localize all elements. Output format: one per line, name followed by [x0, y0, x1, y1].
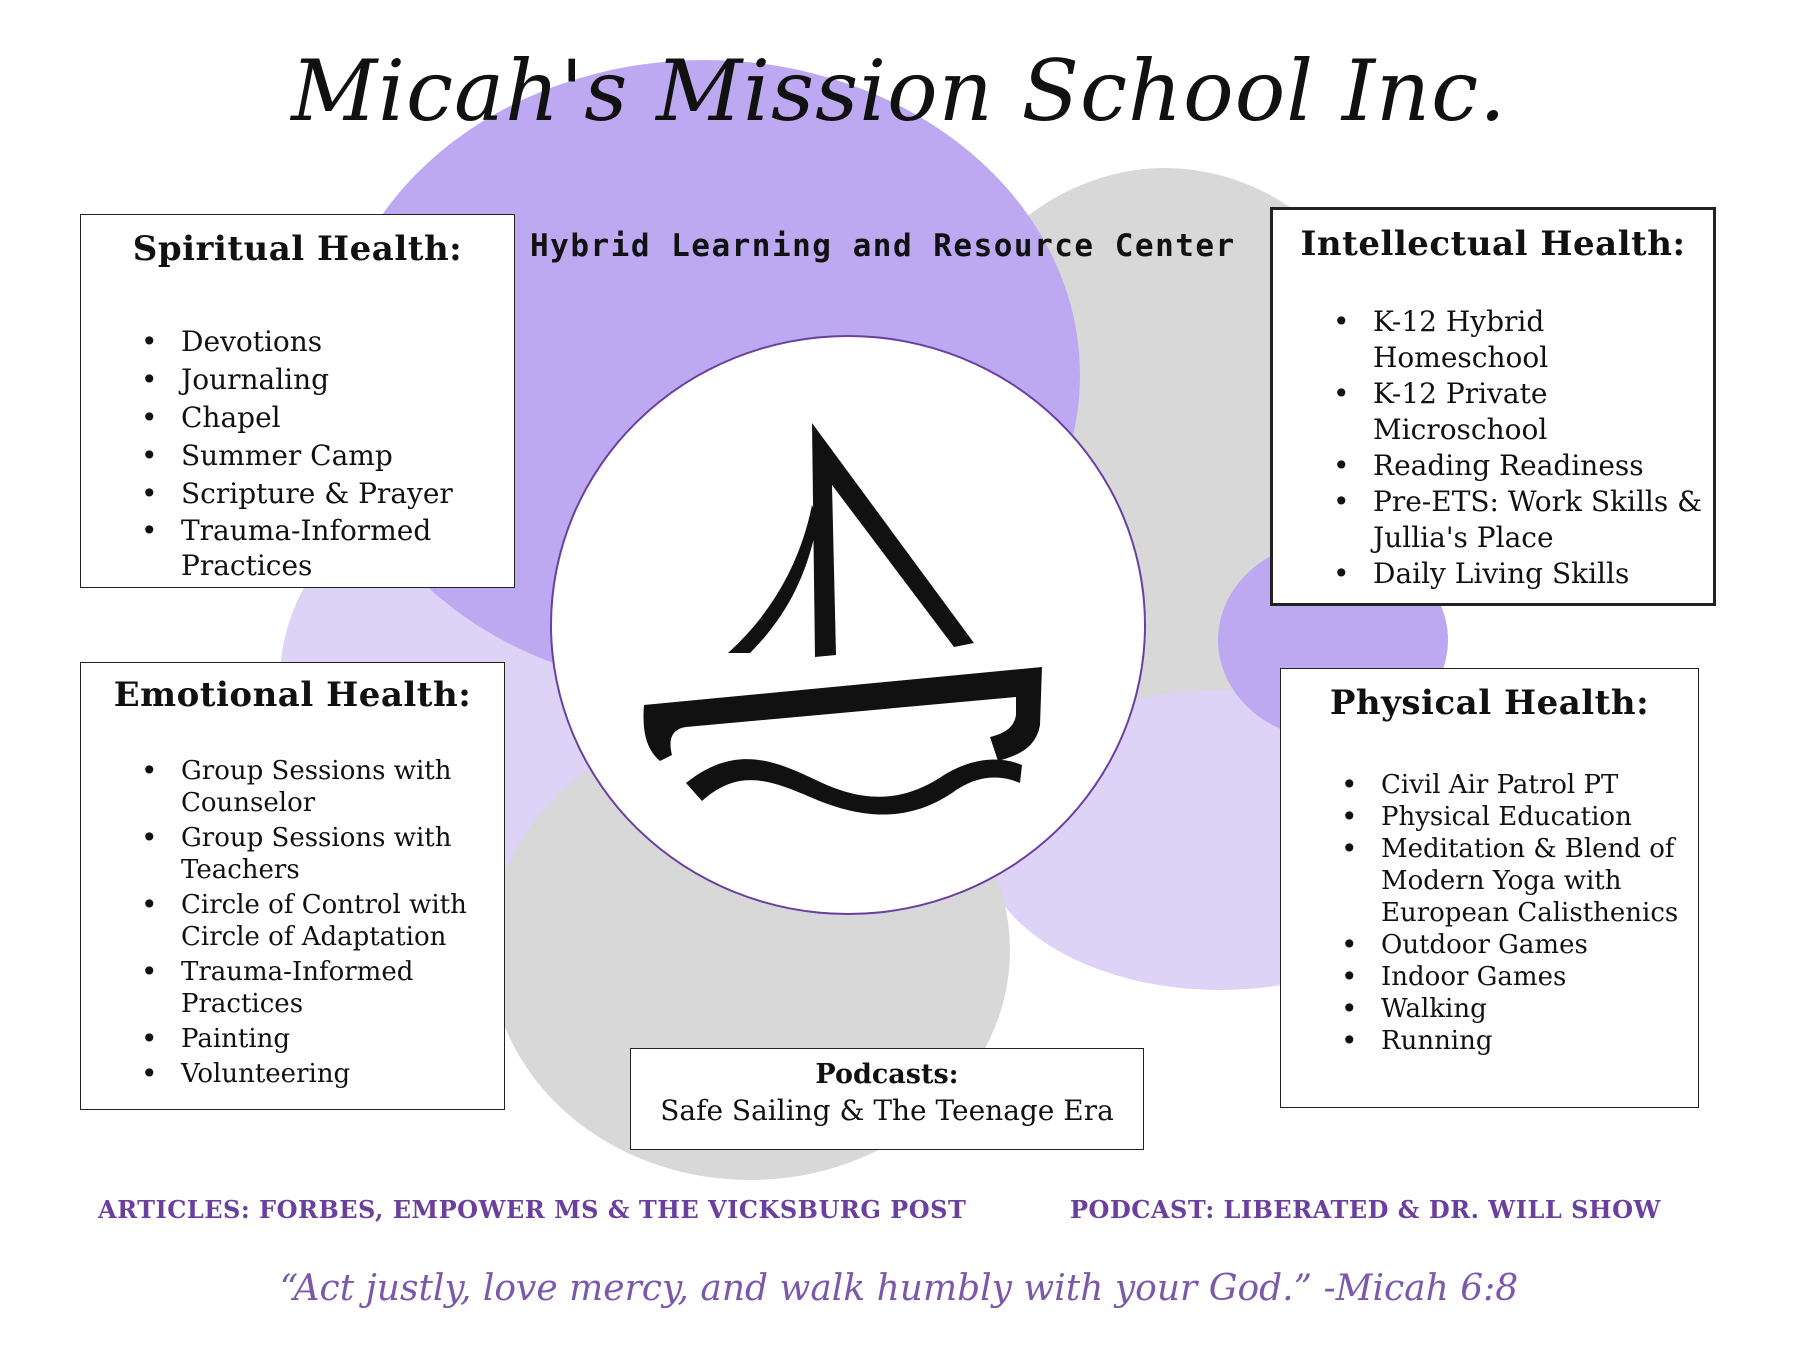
list-item: • Volunteering [181, 1058, 481, 1090]
podcasts-text: Safe Sailing & The Teenage Era [660, 1094, 1114, 1127]
spiritual-health-card [80, 214, 515, 588]
list-item: • Trauma-Informed Practices [181, 513, 451, 583]
list-item: • Trauma-Informed Practices [181, 956, 481, 1020]
list-item: • Painting [181, 1023, 481, 1055]
logo-circle [550, 335, 1146, 915]
list-item: • Physical Education [1381, 801, 1691, 833]
physical-health-card [1280, 668, 1699, 1108]
list-item: • Pre-ETS: Work Skills & Jullia's Place [1373, 484, 1703, 556]
list-item: • Running [1381, 1025, 1691, 1057]
list-item: • Indoor Games [1381, 961, 1691, 993]
list-item: • Civil Air Patrol PT [1381, 769, 1691, 801]
list-item: • Group Sessions with Counselor [181, 755, 481, 819]
list-item: • Chapel [181, 399, 514, 437]
spiritual-health-list [181, 323, 514, 583]
list-item: • Reading Readiness [1373, 448, 1703, 484]
list-item: • K-12 Private Microschool [1373, 376, 1583, 448]
podcasts-heading: Podcasts: [815, 1059, 959, 1090]
list-item: • K-12 Hybrid Homeschool [1373, 304, 1583, 376]
emotional-health-heading: Emotional Health: [113, 675, 472, 715]
list-item: • Devotions [181, 323, 514, 361]
list-item: • Summer Camp [181, 437, 514, 475]
physical-health-list [1381, 769, 1691, 1057]
emotional-health-list [181, 755, 481, 1090]
page-subtitle: Hybrid Learning and Resource Center [530, 228, 1236, 264]
sailboat-icon [550, 335, 1146, 915]
list-item: • Outdoor Games [1381, 929, 1691, 961]
list-item: • Scripture & Prayer [181, 475, 514, 513]
physical-health-heading: Physical Health: [1329, 683, 1650, 723]
list-item: • Meditation & Blend of Modern Yoga with European Calisthenics [1381, 833, 1691, 929]
intellectual-health-card [1270, 207, 1716, 606]
emotional-health-card [80, 662, 505, 1110]
list-item: • Journaling [181, 361, 514, 399]
page-title: Micah's Mission School Inc. [291, 42, 1507, 140]
articles-line: ARTICLES: FORBES, EMPOWER MS & THE VICKSBURG POST [98, 1195, 967, 1224]
micah-quote: “Act justly, love mercy, and walk humbly with your God.” -Micah 6:8 [279, 1268, 1519, 1309]
podcast-line: PODCAST: LIBERATED & DR. WILL SHOW [1070, 1195, 1661, 1224]
list-item: • Walking [1381, 993, 1691, 1025]
spiritual-health-heading: Spiritual Health: [132, 229, 463, 269]
intellectual-health-list [1373, 304, 1703, 592]
podcasts-card [630, 1048, 1144, 1150]
list-item: • Daily Living Skills [1373, 556, 1703, 592]
list-item: • Circle of Control with Circle of Adaptation [181, 889, 481, 953]
list-item: • Group Sessions with Teachers [181, 822, 481, 886]
intellectual-health-heading: Intellectual Health: [1300, 224, 1686, 264]
